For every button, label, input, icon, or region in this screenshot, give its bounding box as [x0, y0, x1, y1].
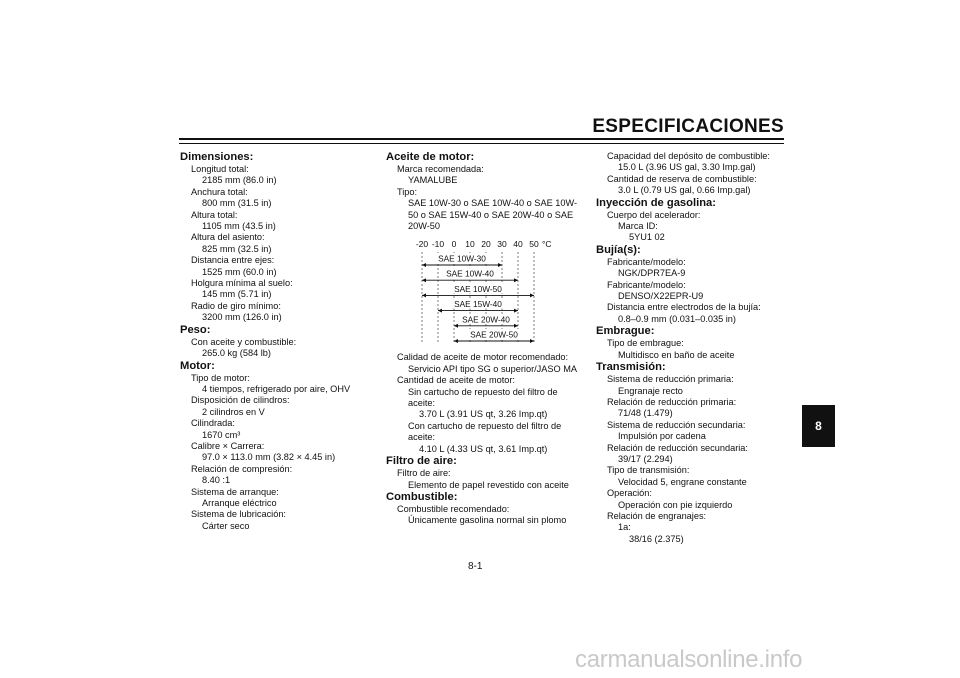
spec-line: 1670 cm³ [202, 429, 241, 440]
spec-line: Sistema de arranque: [191, 486, 279, 497]
range-label: SAE 15W-40 [454, 299, 502, 310]
spec-line: Sistema de lubricación: [191, 509, 286, 520]
spec-line: Marca recomendada: [397, 164, 484, 174]
spec-column-3 [596, 151, 796, 545]
spec-line: Multidisco en baño de aceite [618, 349, 735, 360]
watermark: carmanualsonline.info [575, 646, 803, 673]
section-heading: Peso: [180, 323, 211, 336]
spec-line: Elemento de papel revestido con aceite [408, 479, 569, 490]
spec-line: Altura total: [191, 209, 238, 220]
spec-line: Únicamente gasolina normal sin plomo [408, 515, 567, 526]
range-label: SAE 20W-50 [470, 329, 518, 340]
spec-line: Marca ID: [618, 221, 658, 232]
section-heading: Filtro de aire: [386, 455, 457, 468]
section-heading: Motor: [180, 359, 215, 372]
spec-line: Con aceite y combustible: [191, 336, 297, 347]
spec-line: Relación de reducción primaria: [607, 396, 737, 407]
spec-line: 265.0 kg (584 lb) [202, 348, 271, 359]
spec-line: Con cartucho de repuesto del filtro de [408, 420, 562, 431]
spec-line: Tipo de motor: [191, 372, 250, 383]
spec-line: Sistema de reducción secundaria: [607, 419, 746, 430]
spec-line: Filtro de aire: [397, 468, 451, 479]
tick-label: 20 [481, 239, 491, 250]
section-heading: Embrague: [596, 325, 655, 338]
spec-line: Cilindrada: [191, 418, 235, 429]
spec-line: Velocidad 5, engrane constante [618, 476, 747, 487]
spec-line: 50 o SAE 15W-40 o SAE 20W-40 o SAE [408, 209, 574, 220]
spec-line: 3.0 L (0.79 US gal, 0.66 Imp.gal) [618, 185, 751, 196]
spec-line: 15.0 L (3.96 US gal, 3.30 Imp.gal) [618, 162, 756, 173]
spec-line: Anchura total: [191, 186, 248, 197]
spec-line: Fabricante/modelo: [607, 256, 686, 267]
spec-line: NGK/DPR7EA-9 [618, 268, 686, 279]
spec-line: Arranque eléctrico [202, 497, 277, 508]
spec-line: 39/17 (2.294) [618, 453, 673, 464]
spec-column-1 [180, 151, 360, 532]
oil-viscosity-chart [406, 238, 556, 346]
spec-line: Tipo: [397, 186, 418, 197]
tick-label: -10 [431, 239, 445, 250]
tick-label: 30 [497, 239, 507, 250]
spec-line: 4 tiempos, refrigerado por aire, OHV [202, 383, 351, 394]
spec-line: 3200 mm (126.0 in) [202, 312, 282, 323]
range-arrow-left [438, 309, 442, 313]
range-label: SAE 10W-40 [446, 269, 494, 280]
spec-line: 1a: [618, 522, 631, 533]
spec-line: aceite: [408, 432, 436, 443]
spec-line: Sin cartucho de repuesto del filtro de [408, 386, 558, 397]
spec-line: Relación de compresión: [191, 463, 293, 474]
header-rule-thin [179, 143, 784, 144]
spec-line: 4.10 L (4.33 US qt, 3.61 Imp.qt) [419, 443, 548, 454]
spec-line: 71/48 (1.479) [618, 408, 673, 419]
spec-line: Operación con pie izquierdo [618, 499, 733, 510]
range-arrow-right [498, 263, 502, 267]
spec-line: DENSO/X22EPR-U9 [618, 291, 704, 302]
range-arrow-left [454, 339, 458, 343]
spec-line: Distancia entre ejes: [191, 255, 275, 266]
range-arrow-right [530, 339, 534, 343]
spec-line: Engranaje recto [618, 385, 683, 396]
spec-line: YAMALUBE [408, 175, 458, 186]
range-arrow-left [422, 279, 426, 283]
tick-label: 50 [529, 239, 539, 250]
tick-label: 10 [465, 239, 475, 250]
spec-line: Distancia entre electrodos de la bujía: [607, 302, 761, 313]
spec-line: 20W-50 [408, 221, 441, 232]
spec-line: 0.8–0.9 mm (0.031–0.035 in) [618, 313, 736, 324]
range-arrow-right [530, 294, 534, 298]
range-label: SAE 20W-40 [462, 314, 510, 325]
spec-line: Holgura mínima al suelo: [191, 278, 293, 289]
spec-line: 145 mm (5.71 in) [202, 289, 272, 300]
range-arrow-left [422, 263, 426, 267]
range-arrow-left [422, 294, 426, 298]
spec-line: Servicio API tipo SG o superior/JASO MA [408, 363, 578, 374]
range-arrow-right [514, 324, 518, 328]
engine-oil-block [386, 151, 591, 232]
spec-line: 825 mm (32.5 in) [202, 243, 272, 254]
spec-line: Altura del asiento: [191, 232, 265, 243]
spec-line: 38/16 (2.375) [629, 533, 684, 544]
tick-label: 40 [513, 239, 523, 250]
spec-line: Combustible recomendado: [397, 503, 510, 514]
range-label: SAE 10W-50 [454, 284, 502, 295]
spec-line: Operación: [607, 488, 652, 499]
range-arrow-right [514, 309, 518, 313]
section-heading: Aceite de motor: [386, 151, 475, 163]
spec-line: Cantidad de aceite de motor: [397, 375, 515, 386]
spec-line: Tipo de embrague: [607, 338, 684, 349]
spec-column-2 [386, 151, 591, 527]
oil-details-block [386, 352, 591, 526]
section-heading: Transmisión: [596, 361, 666, 374]
spec-line: 5YU1 02 [629, 232, 665, 243]
spec-line: 8.40 :1 [202, 475, 231, 486]
section-tab: 8 [802, 405, 835, 447]
spec-line: 3.70 L (3.91 US qt, 3.26 Imp.qt) [419, 409, 548, 420]
spec-line: 1105 mm (43.5 in) [202, 221, 276, 232]
spec-line: SAE 10W-30 o SAE 10W-40 o SAE 10W- [408, 198, 578, 209]
page-number: 8-1 [468, 561, 483, 572]
spec-line: aceite: [408, 398, 436, 409]
spec-line: Relación de reducción secundaria: [607, 442, 748, 453]
section-heading: Inyección de gasolina: [596, 196, 716, 209]
tick-label: 0 [451, 239, 457, 250]
spec-line: Relación de engranajes: [607, 510, 707, 521]
page-title: ESPECIFICACIONES [592, 116, 784, 137]
spec-line: Tipo de transmisión: [607, 465, 690, 476]
spec-line: Sistema de reducción primaria: [607, 374, 734, 385]
spec-line: Longitud total: [191, 164, 249, 174]
spec-line: Radio de giro mínimo: [191, 300, 281, 311]
spec-line: 2 cilindros en V [202, 406, 265, 417]
section-heading: Combustible: [386, 490, 458, 503]
range-arrow-right [514, 279, 518, 283]
section-heading: Bujía(s): [596, 243, 641, 256]
range-label: SAE 10W-30 [438, 253, 486, 264]
spec-line: Cantidad de reserva de combustible: [607, 173, 757, 184]
spec-line: Disposición de cilindros: [191, 395, 290, 406]
spec-line: Cuerpo del acelerador: [607, 209, 701, 220]
header-rule-thick [179, 138, 784, 140]
spec-line: 97.0 × 113.0 mm (3.82 × 4.45 in) [202, 452, 336, 463]
spec-line: 2185 mm (86.0 in) [202, 175, 277, 186]
spec-line: Calibre × Carrera: [191, 440, 265, 451]
section-heading: Dimensiones: [180, 151, 254, 163]
spec-line: Capacidad del depósito de combustible: [607, 151, 770, 161]
spec-line: Fabricante/modelo: [607, 279, 686, 290]
range-arrow-left [454, 324, 458, 328]
spec-line: Impulsión por cadena [618, 431, 706, 442]
spec-line: Cárter seco [202, 520, 250, 531]
unit-label: °C [542, 239, 552, 250]
spec-line: 800 mm (31.5 in) [202, 198, 272, 209]
spec-line: 1525 mm (60.0 in) [202, 266, 277, 277]
spec-line: Calidad de aceite de motor recomendado: [397, 352, 569, 363]
tick-label: -20 [415, 239, 429, 250]
